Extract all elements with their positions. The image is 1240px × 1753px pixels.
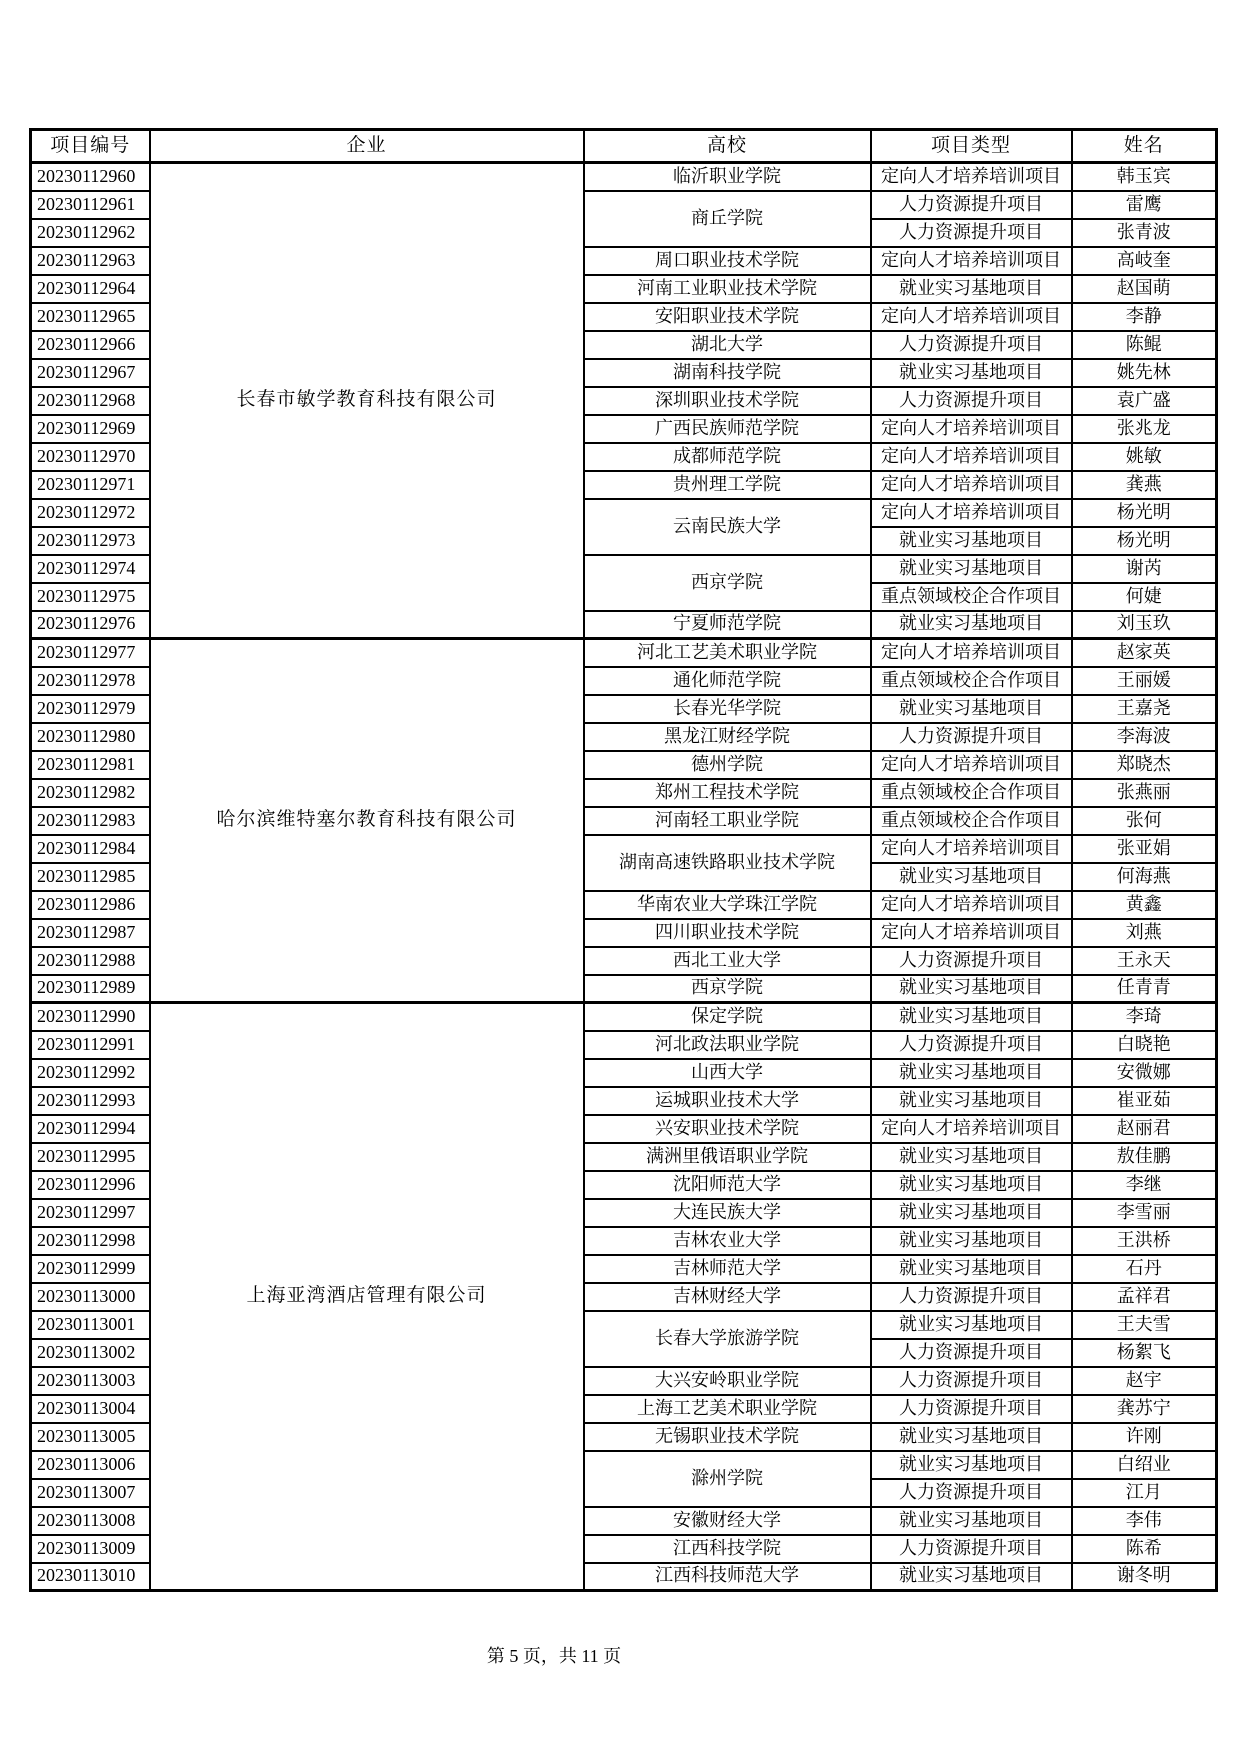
project-type-cell: 定向人才培养培训项目 [871,247,1072,275]
project-id-cell: 20230112992 [31,1059,150,1087]
university-cell: 西京学院 [584,555,871,611]
table-row [31,163,1217,191]
project-id-cell: 20230112999 [31,1255,150,1283]
person-name-cell: 刘燕 [1072,919,1217,947]
project-type-cell: 就业实习基地项目 [871,1171,1072,1199]
person-name-cell: 赵宇 [1072,1367,1217,1395]
person-name-cell: 谢冬明 [1072,1563,1217,1591]
university-cell: 沈阳师范大学 [584,1171,871,1199]
university-cell: 商丘学院 [584,191,871,247]
university-cell: 湖南科技学院 [584,359,871,387]
person-name-cell: 任青青 [1072,975,1217,1003]
project-type-cell: 就业实习基地项目 [871,1507,1072,1535]
project-id-cell: 20230112972 [31,499,150,527]
person-name-cell: 李伟 [1072,1507,1217,1535]
person-name-cell: 王永天 [1072,947,1217,975]
project-type-cell: 定向人才培养培训项目 [871,443,1072,471]
project-id-cell: 20230113004 [31,1395,150,1423]
university-cell: 滁州学院 [584,1451,871,1507]
person-name-cell: 赵家英 [1072,639,1217,667]
project-id-cell: 20230112974 [31,555,150,583]
university-cell: 河南工业职业技术学院 [584,275,871,303]
project-id-cell: 20230112994 [31,1115,150,1143]
university-cell: 湖北大学 [584,331,871,359]
project-type-cell: 人力资源提升项目 [871,219,1072,247]
project-type-cell: 就业实习基地项目 [871,1423,1072,1451]
university-cell: 安徽财经大学 [584,1507,871,1535]
project-type-cell: 人力资源提升项目 [871,1283,1072,1311]
project-type-cell: 重点领域校企合作项目 [871,779,1072,807]
project-id-cell: 20230112982 [31,779,150,807]
project-id-cell: 20230113006 [31,1451,150,1479]
person-name-cell: 谢芮 [1072,555,1217,583]
person-name-cell: 白绍业 [1072,1451,1217,1479]
project-id-cell: 20230112973 [31,527,150,555]
project-type-cell: 人力资源提升项目 [871,1367,1072,1395]
project-type-cell: 定向人才培养培训项目 [871,1115,1072,1143]
person-name-cell: 陈希 [1072,1535,1217,1563]
project-type-cell: 就业实习基地项目 [871,975,1072,1003]
project-type-cell: 就业实习基地项目 [871,359,1072,387]
column-header-university: 高校 [584,130,871,163]
university-cell: 运城职业技术大学 [584,1087,871,1115]
project-type-cell: 人力资源提升项目 [871,191,1072,219]
project-id-cell: 20230112997 [31,1199,150,1227]
person-name-cell: 袁广盛 [1072,387,1217,415]
project-type-cell: 人力资源提升项目 [871,1339,1072,1367]
person-name-cell: 张兆龙 [1072,415,1217,443]
person-name-cell: 王洪桥 [1072,1227,1217,1255]
project-id-cell: 20230113008 [31,1507,150,1535]
university-cell: 满洲里俄语职业学院 [584,1143,871,1171]
project-type-cell: 就业实习基地项目 [871,1087,1072,1115]
project-type-cell: 人力资源提升项目 [871,723,1072,751]
person-name-cell: 王嘉尧 [1072,695,1217,723]
project-type-cell: 定向人才培养培训项目 [871,499,1072,527]
project-type-cell: 人力资源提升项目 [871,947,1072,975]
project-id-cell: 20230112978 [31,667,150,695]
person-name-cell: 石丹 [1072,1255,1217,1283]
person-name-cell: 王夫雪 [1072,1311,1217,1339]
university-cell: 大兴安岭职业学院 [584,1367,871,1395]
projects-table [29,128,1218,1592]
university-cell: 江西科技学院 [584,1535,871,1563]
university-cell: 吉林财经大学 [584,1283,871,1311]
project-id-cell: 20230112966 [31,331,150,359]
project-id-cell: 20230112979 [31,695,150,723]
project-id-cell: 20230112985 [31,863,150,891]
project-id-cell: 20230112962 [31,219,150,247]
person-name-cell: 龚燕 [1072,471,1217,499]
project-type-cell: 定向人才培养培训项目 [871,639,1072,667]
person-name-cell: 龚苏宁 [1072,1395,1217,1423]
university-cell: 无锡职业技术学院 [584,1423,871,1451]
university-cell: 华南农业大学珠江学院 [584,891,871,919]
project-type-cell: 人力资源提升项目 [871,387,1072,415]
university-cell: 通化师范学院 [584,667,871,695]
project-id-cell: 20230112965 [31,303,150,331]
person-name-cell: 何海燕 [1072,863,1217,891]
university-cell: 宁夏师范学院 [584,611,871,639]
person-name-cell: 张亚娟 [1072,835,1217,863]
project-id-cell: 20230113009 [31,1535,150,1563]
university-cell: 临沂职业学院 [584,163,871,191]
table-body [31,163,1217,1591]
person-name-cell: 杨光明 [1072,527,1217,555]
company-cell: 长春市敏学教育科技有限公司 [150,163,584,639]
project-id-cell: 20230112981 [31,751,150,779]
project-type-cell: 就业实习基地项目 [871,1059,1072,1087]
project-type-cell: 就业实习基地项目 [871,1143,1072,1171]
person-name-cell: 孟祥君 [1072,1283,1217,1311]
project-id-cell: 20230112971 [31,471,150,499]
project-id-cell: 20230113010 [31,1563,150,1591]
person-name-cell: 李静 [1072,303,1217,331]
project-id-cell: 20230113001 [31,1311,150,1339]
person-name-cell: 安微娜 [1072,1059,1217,1087]
project-type-cell: 人力资源提升项目 [871,1395,1072,1423]
person-name-cell: 赵丽君 [1072,1115,1217,1143]
project-id-cell: 20230113005 [31,1423,150,1451]
project-id-cell: 20230112963 [31,247,150,275]
table-row [31,639,1217,667]
university-cell: 四川职业技术学院 [584,919,871,947]
project-id-cell: 20230112970 [31,443,150,471]
person-name-cell: 韩玉宾 [1072,163,1217,191]
person-name-cell: 姚先林 [1072,359,1217,387]
page-number: 第 5 页，共 11 页 [486,1646,622,1666]
person-name-cell: 李海波 [1072,723,1217,751]
project-type-cell: 就业实习基地项目 [871,1227,1072,1255]
person-name-cell: 张何 [1072,807,1217,835]
person-name-cell: 陈鲲 [1072,331,1217,359]
project-id-cell: 20230112998 [31,1227,150,1255]
project-type-cell: 定向人才培养培训项目 [871,891,1072,919]
project-type-cell: 就业实习基地项目 [871,1255,1072,1283]
person-name-cell: 姚敏 [1072,443,1217,471]
project-type-cell: 定向人才培养培训项目 [871,415,1072,443]
person-name-cell: 白晓艳 [1072,1031,1217,1059]
project-id-cell: 20230113002 [31,1339,150,1367]
university-cell: 成都师范学院 [584,443,871,471]
university-cell: 河南轻工职业学院 [584,807,871,835]
company-cell: 哈尔滨维特塞尔教育科技有限公司 [150,639,584,1003]
university-cell: 安阳职业技术学院 [584,303,871,331]
project-id-cell: 20230112975 [31,583,150,611]
person-name-cell: 王丽媛 [1072,667,1217,695]
project-id-cell: 20230112990 [31,1003,150,1031]
project-id-cell: 20230112991 [31,1031,150,1059]
university-cell: 湖南高速铁路职业技术学院 [584,835,871,891]
project-id-cell: 20230112980 [31,723,150,751]
university-cell: 郑州工程技术学院 [584,779,871,807]
person-name-cell: 刘玉玖 [1072,611,1217,639]
project-type-cell: 就业实习基地项目 [871,1199,1072,1227]
person-name-cell: 李琦 [1072,1003,1217,1031]
project-id-cell: 20230112988 [31,947,150,975]
project-id-cell: 20230112977 [31,639,150,667]
project-id-cell: 20230112984 [31,835,150,863]
project-type-cell: 就业实习基地项目 [871,611,1072,639]
project-id-cell: 20230112964 [31,275,150,303]
project-type-cell: 定向人才培养培训项目 [871,835,1072,863]
column-header-person-name: 姓名 [1072,130,1217,163]
university-cell: 河北工艺美术职业学院 [584,639,871,667]
project-id-cell: 20230112976 [31,611,150,639]
project-id-cell: 20230112961 [31,191,150,219]
university-cell: 云南民族大学 [584,499,871,555]
project-id-cell: 20230112995 [31,1143,150,1171]
person-name-cell: 李继 [1072,1171,1217,1199]
person-name-cell: 赵国萌 [1072,275,1217,303]
university-cell: 大连民族大学 [584,1199,871,1227]
university-cell: 周口职业技术学院 [584,247,871,275]
university-cell: 山西大学 [584,1059,871,1087]
projects-table-container [29,128,1218,1592]
university-cell: 黑龙江财经学院 [584,723,871,751]
person-name-cell: 高岐奎 [1072,247,1217,275]
project-id-cell: 20230113003 [31,1367,150,1395]
university-cell: 德州学院 [584,751,871,779]
project-id-cell: 20230112996 [31,1171,150,1199]
project-type-cell: 就业实习基地项目 [871,1563,1072,1591]
person-name-cell: 敖佳鹏 [1072,1143,1217,1171]
project-type-cell: 定向人才培养培训项目 [871,163,1072,191]
project-type-cell: 人力资源提升项目 [871,1479,1072,1507]
person-name-cell: 杨絮飞 [1072,1339,1217,1367]
university-cell: 保定学院 [584,1003,871,1031]
university-cell: 吉林师范大学 [584,1255,871,1283]
project-id-cell: 20230112989 [31,975,150,1003]
university-cell: 长春光华学院 [584,695,871,723]
university-cell: 西北工业大学 [584,947,871,975]
project-type-cell: 就业实习基地项目 [871,527,1072,555]
project-type-cell: 就业实习基地项目 [871,1311,1072,1339]
university-cell: 贵州理工学院 [584,471,871,499]
university-cell: 广西民族师范学院 [584,415,871,443]
project-id-cell: 20230112983 [31,807,150,835]
person-name-cell: 雷鹰 [1072,191,1217,219]
university-cell: 江西科技师范大学 [584,1563,871,1591]
project-type-cell: 人力资源提升项目 [871,331,1072,359]
person-name-cell: 郑晓杰 [1072,751,1217,779]
header-row [31,130,1217,163]
table-row [31,1003,1217,1031]
project-type-cell: 重点领域校企合作项目 [871,807,1072,835]
person-name-cell: 杨光明 [1072,499,1217,527]
project-type-cell: 就业实习基地项目 [871,1451,1072,1479]
project-id-cell: 20230112960 [31,163,150,191]
column-header-project-type: 项目类型 [871,130,1072,163]
project-type-cell: 定向人才培养培训项目 [871,919,1072,947]
project-id-cell: 20230112987 [31,919,150,947]
person-name-cell: 李雪丽 [1072,1199,1217,1227]
project-id-cell: 20230112967 [31,359,150,387]
project-id-cell: 20230113007 [31,1479,150,1507]
university-cell: 吉林农业大学 [584,1227,871,1255]
project-type-cell: 人力资源提升项目 [871,1535,1072,1563]
project-type-cell: 就业实习基地项目 [871,863,1072,891]
project-type-cell: 定向人才培养培训项目 [871,303,1072,331]
person-name-cell: 何婕 [1072,583,1217,611]
project-type-cell: 就业实习基地项目 [871,1003,1072,1031]
university-cell: 兴安职业技术学院 [584,1115,871,1143]
person-name-cell: 许刚 [1072,1423,1217,1451]
project-id-cell: 20230113000 [31,1283,150,1311]
column-header-project-id: 项目编号 [31,130,150,163]
person-name-cell: 江月 [1072,1479,1217,1507]
project-id-cell: 20230112969 [31,415,150,443]
project-type-cell: 定向人才培养培训项目 [871,751,1072,779]
project-type-cell: 就业实习基地项目 [871,695,1072,723]
column-header-company: 企业 [150,130,584,163]
project-type-cell: 就业实习基地项目 [871,275,1072,303]
project-type-cell: 定向人才培养培训项目 [871,471,1072,499]
project-id-cell: 20230112968 [31,387,150,415]
project-id-cell: 20230112993 [31,1087,150,1115]
table-header [31,130,1217,163]
university-cell: 河北政法职业学院 [584,1031,871,1059]
company-cell: 上海亚湾酒店管理有限公司 [150,1003,584,1591]
university-cell: 西京学院 [584,975,871,1003]
university-cell: 深圳职业技术学院 [584,387,871,415]
project-id-cell: 20230112986 [31,891,150,919]
person-name-cell: 黄鑫 [1072,891,1217,919]
project-type-cell: 重点领域校企合作项目 [871,583,1072,611]
person-name-cell: 张青波 [1072,219,1217,247]
project-type-cell: 人力资源提升项目 [871,1031,1072,1059]
project-type-cell: 就业实习基地项目 [871,555,1072,583]
university-cell: 长春大学旅游学院 [584,1311,871,1367]
person-name-cell: 张燕丽 [1072,779,1217,807]
university-cell: 上海工艺美术职业学院 [584,1395,871,1423]
project-type-cell: 重点领域校企合作项目 [871,667,1072,695]
person-name-cell: 崔亚茹 [1072,1087,1217,1115]
